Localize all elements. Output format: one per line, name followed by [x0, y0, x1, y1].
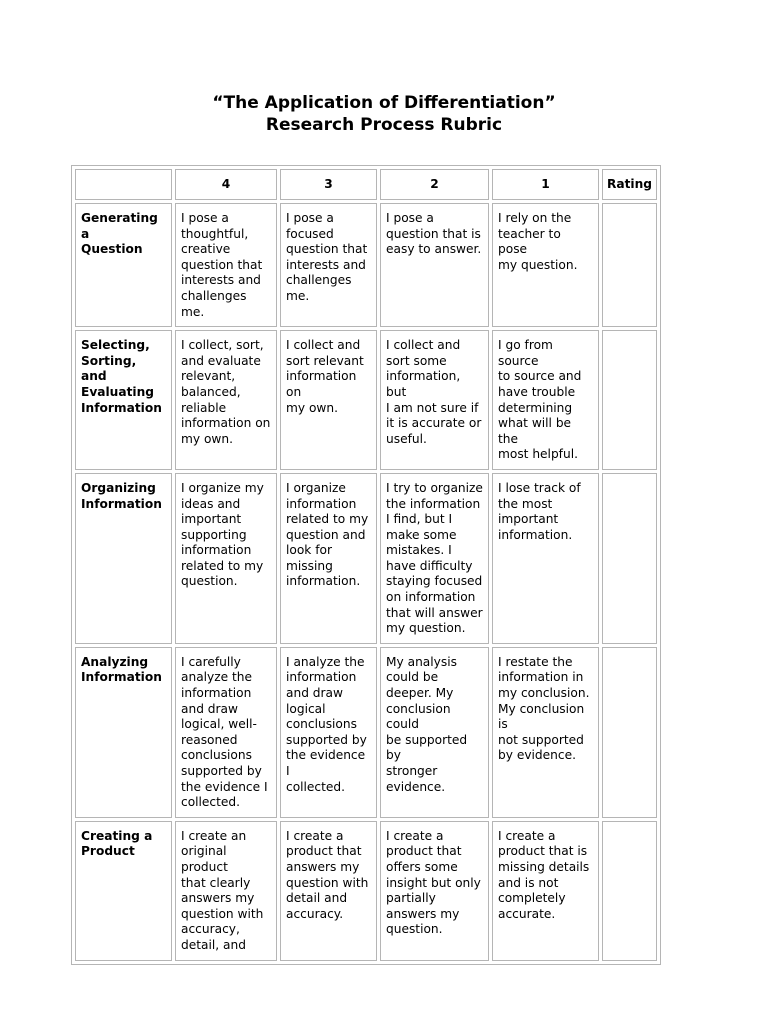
header-rating: Rating [602, 169, 657, 200]
header-row [75, 169, 657, 200]
header-score-1: 1 [492, 169, 599, 200]
descriptor-score-1: I restate the information in my conclusion. My conclusion is not supported by evidence. [492, 647, 599, 818]
table-row [75, 821, 657, 961]
descriptor-score-4: I carefully analyze the information and draw logical, well- reasoned conclusions supported by the evidence I collected. [175, 647, 277, 818]
descriptor-score-2: I pose a question that is easy to answer. [380, 203, 489, 327]
header-score-3: 3 [280, 169, 377, 200]
table-row [75, 330, 657, 470]
criterion-label: Selecting, Sorting, and Evaluating Information [75, 330, 172, 470]
descriptor-score-3: I organize information related to my question and look for missing information. [280, 473, 377, 644]
descriptor-score-3: I create a product that answers my question with detail and accuracy. [280, 821, 377, 961]
table-row [75, 647, 657, 818]
descriptor-score-4: I organize my ideas and important supporting information related to my question. [175, 473, 277, 644]
header-score-2: 2 [380, 169, 489, 200]
descriptor-score-2: I create a product that offers some insight but only partially answers my question. [380, 821, 489, 961]
criterion-label: Organizing Information [75, 473, 172, 644]
rating-cell[interactable] [602, 330, 657, 470]
descriptor-score-4: I pose a thoughtful, creative question that interests and challenges me. [175, 203, 277, 327]
criterion-label: Generating a Question [75, 203, 172, 327]
rubric-table-container [71, 165, 661, 965]
descriptor-score-1: I create a product that is missing details and is not completely accurate. [492, 821, 599, 961]
header-criterion [75, 169, 172, 200]
descriptor-score-4: I collect, sort, and evaluate relevant, balanced, reliable information on my own. [175, 330, 277, 470]
descriptor-score-2: My analysis could be deeper. My conclusion could be supported by stronger evidence. [380, 647, 489, 818]
criterion-label: Analyzing Information [75, 647, 172, 818]
descriptor-score-3: I pose a focused question that interests and challenges me. [280, 203, 377, 327]
descriptor-score-3: I analyze the information and draw logical conclusions supported by the evidence I collected. [280, 647, 377, 818]
descriptor-score-3: I collect and sort relevant information on my own. [280, 330, 377, 470]
title-line-2: Research Process Rubric [265, 115, 503, 135]
title-line-1: “The Application of Differentiation” [212, 93, 556, 113]
table-row [75, 203, 657, 327]
rating-cell[interactable] [602, 647, 657, 818]
table-row [75, 473, 657, 644]
descriptor-score-2: I collect and sort some information, but I am not sure if it is accurate or useful. [380, 330, 489, 470]
descriptor-score-1: I rely on the teacher to pose my question. [492, 203, 599, 327]
descriptor-score-2: I try to organize the information I find, but I make some mistakes. I have difficulty staying focused on information that will answer my question. [380, 473, 489, 644]
criterion-label: Creating a Product [75, 821, 172, 961]
rating-cell[interactable] [602, 473, 657, 644]
descriptor-score-4: I create an original product that clearly answers my question with accuracy, detail, and [175, 821, 277, 961]
header-score-4: 4 [175, 169, 277, 200]
rating-cell[interactable] [602, 821, 657, 961]
descriptor-score-1: I lose track of the most important information. [492, 473, 599, 644]
rating-cell[interactable] [602, 203, 657, 327]
rubric-table [71, 165, 661, 965]
descriptor-score-1: I go from source to source and have trouble determining what will be the most helpful. [492, 330, 599, 470]
document-title [0, 92, 768, 136]
